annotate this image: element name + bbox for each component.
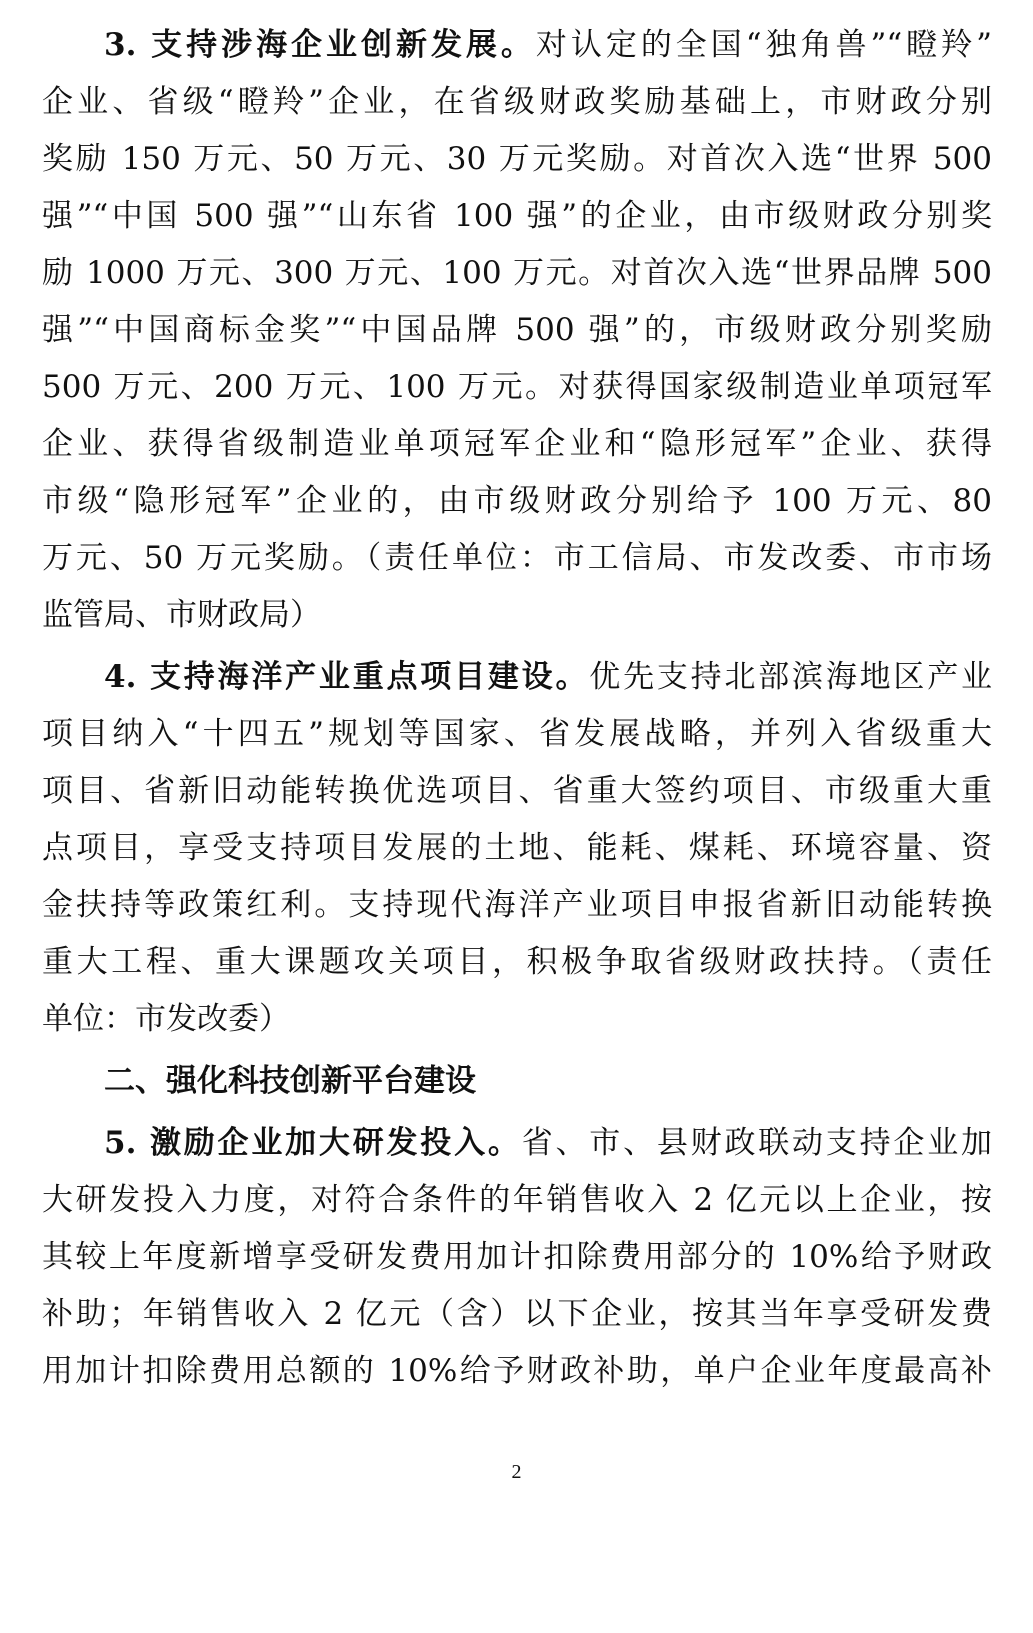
paragraph-3-line-11: 监管局、市财政局） <box>42 597 321 633</box>
item-3-heading: 3. 支持涉海企业创新发展。 <box>104 27 536 63</box>
paragraph-3-line-6: 强”“中国商标金奖”“中国品牌 500 强”的，市级财政分别奖励 <box>42 312 992 348</box>
line-text: 省、市、县财政联动支持企业加 <box>521 1125 993 1161</box>
paragraph-3-line-8: 企业、获得省级制造业单项冠军企业和“隐形冠军”企业、获得 <box>42 426 992 462</box>
line-text: 对认定的全国“独角兽”“瞪羚” <box>535 27 992 63</box>
paragraph-5-line-2: 大研发投入力度，对符合条件的年销售收入 2 亿元以上企业，按 <box>42 1182 992 1218</box>
paragraph-3-line-3: 奖励 150 万元、50 万元、30 万元奖励。对首次入选“世界 500 <box>42 141 992 177</box>
item-4-heading: 4. 支持海洋产业重点项目建设。 <box>104 659 590 695</box>
item-5-heading: 5. 激励企业加大研发投入。 <box>104 1125 522 1161</box>
paragraph-4-line-2: 项目纳入“十四五”规划等国家、省发展战略，并列入省级重大 <box>42 716 992 752</box>
paragraph-3-line-1 <box>104 16 992 74</box>
line-text: 优先支持北部滨海地区产业 <box>589 659 993 695</box>
section-heading: 二、强化科技创新平台建设 <box>104 1063 476 1099</box>
paragraph-3-line-2: 企业、省级“瞪羚”企业，在省级财政奖励基础上，市财政分别 <box>42 84 992 120</box>
paragraph-3-line-4: 强”“中国 500 强”“山东省 100 强”的企业，由市级财政分别奖 <box>42 198 992 234</box>
paragraph-4-line-3: 项目、省新旧动能转换优选项目、省重大签约项目、市级重大重 <box>42 773 992 809</box>
paragraph-4-line-6: 重大工程、重大课题攻关项目，积极争取省级财政扶持。（责任 <box>42 944 992 980</box>
paragraph-3-line-9: 市级“隐形冠军”企业的，由市级财政分别给予 100 万元、80 <box>42 483 992 519</box>
paragraph-3-line-5: 励 1000 万元、300 万元、100 万元。对首次入选“世界品牌 500 <box>42 255 992 291</box>
paragraph-3-line-10: 万元、50 万元奖励。（责任单位：市工信局、市发改委、市市场 <box>42 540 992 576</box>
page-number: 2 <box>511 1461 522 1483</box>
paragraph-5-line-3: 其较上年度新增享受研发费用加计扣除费用部分的 10%给予财政 <box>42 1239 992 1275</box>
paragraph-4-line-7: 单位：市发改委） <box>42 1001 290 1037</box>
paragraph-5-line-5: 用加计扣除费用总额的 10%给予财政补助，单户企业年度最高补 <box>42 1353 992 1389</box>
paragraph-5-line-1 <box>104 1114 992 1172</box>
paragraph-4-line-4: 点项目，享受支持项目发展的土地、能耗、煤耗、环境容量、资 <box>42 830 992 866</box>
paragraph-5-line-4: 补助；年销售收入 2 亿元（含）以下企业，按其当年享受研发费 <box>42 1296 992 1332</box>
paragraph-4-line-1 <box>104 648 992 706</box>
paragraph-3-line-7: 500 万元、200 万元、100 万元。对获得国家级制造业单项冠军 <box>42 369 992 405</box>
paragraph-4-line-5: 金扶持等政策红利。支持现代海洋产业项目申报省新旧动能转换 <box>42 887 992 923</box>
